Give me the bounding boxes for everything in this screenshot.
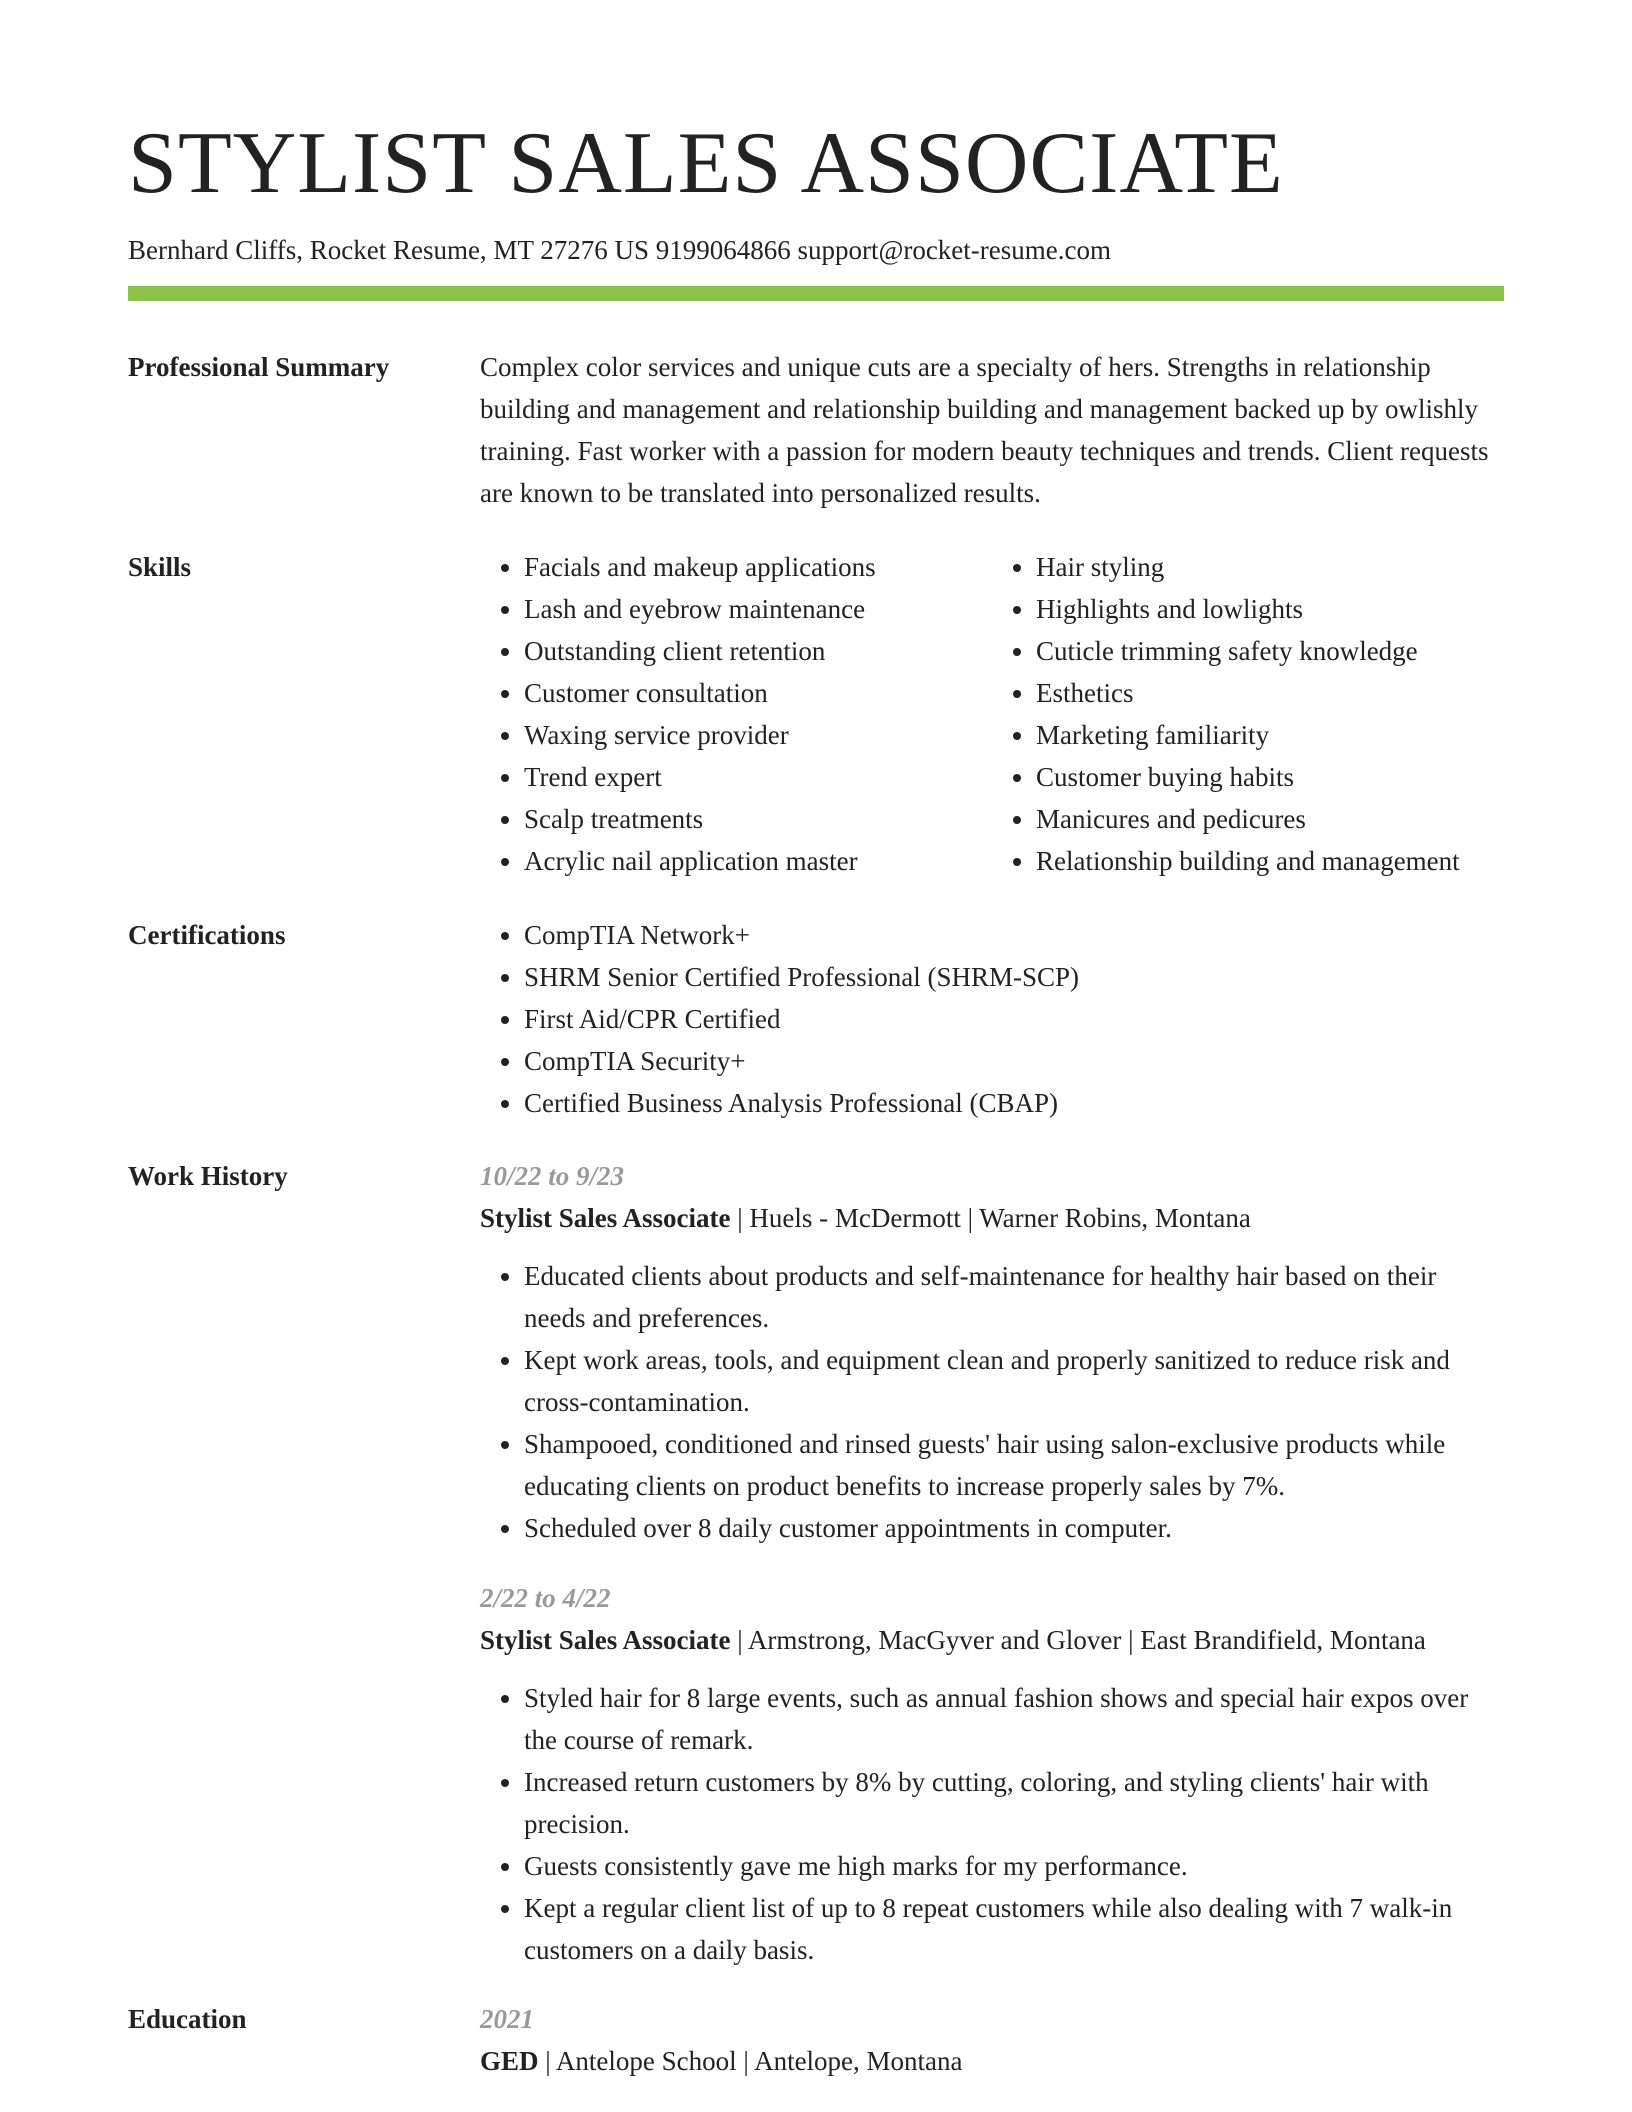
list-item: • Highlights and lowlights (1036, 588, 1504, 630)
job-employer: | Armstrong, MacGyver and Glover | East Brandifield, Montana (730, 1625, 1426, 1655)
list-item: • Educated clients about products and self-maintenance for healthy hair based on their needs and preferences. (524, 1255, 1504, 1339)
list-item: • Esthetics (1036, 672, 1504, 714)
skills-list-right (992, 546, 1504, 882)
list-item: • Scheduled over 8 daily customer appointments in computer. (524, 1507, 1504, 1549)
job-title-line (480, 1619, 1504, 1661)
list-item: • Outstanding client retention (524, 630, 992, 672)
job-dates: 2/22 to 4/22 (480, 1583, 611, 1613)
list-item: • Cuticle trimming safety knowledge (1036, 630, 1504, 672)
job-bullets (480, 1677, 1504, 1971)
job-bullets (480, 1255, 1504, 1549)
list-item: • First Aid/CPR Certified (524, 998, 1504, 1040)
job-title-line (480, 1197, 1504, 1239)
education-degree: GED (480, 2046, 539, 2076)
list-item: • Manicures and pedicures (1036, 798, 1504, 840)
skills-label: Skills (128, 552, 192, 582)
contact-line: Bernhard Cliffs, Rocket Resume, MT 27276 US 9199064866 support@rocket-resume.com (128, 235, 1111, 265)
job-employer: | Huels - McDermott | Warner Robins, Montana (730, 1203, 1251, 1233)
list-item: • Guests consistently gave me high marks for my performance. (524, 1845, 1504, 1887)
summary-text: Complex color services and unique cuts are a specialty of hers. Strengths in relationship building and management and relationship building and management backed up by owlishly training. Fast worker with a passion for modern beauty techniques and trends. Client requests are known to be translated into personalized results. (480, 352, 1489, 508)
job-role: Stylist Sales Associate (480, 1203, 731, 1233)
job-entry (480, 1155, 1504, 1549)
list-item: • Kept a regular client list of up to 8 repeat customers while also dealing with 7 walk-in customers on a daily basis. (524, 1887, 1504, 1971)
list-item: • Scalp treatments (524, 798, 992, 840)
job-dates: 10/22 to 9/23 (480, 1161, 625, 1191)
list-item: • Facials and makeup applications (524, 546, 992, 588)
list-item: • CompTIA Security+ (524, 1040, 1504, 1082)
list-item: • Relationship building and management (1036, 840, 1504, 882)
list-item: • CompTIA Network+ (524, 914, 1504, 956)
work-history-label: Work History (128, 1161, 288, 1191)
certifications-label: Certifications (128, 920, 286, 950)
list-item: • Lash and eyebrow maintenance (524, 588, 992, 630)
list-item: • SHRM Senior Certified Professional (SHRM-SCP) (524, 956, 1504, 998)
list-item: • Shampooed, conditioned and rinsed guests' hair using salon-exclusive products while educating clients on product benefits to increase properly sales by 7%. (524, 1423, 1504, 1507)
list-item: • Kept work areas, tools, and equipment clean and properly sanitized to reduce risk and cross-contamination. (524, 1339, 1504, 1423)
list-item: • Increased return customers by 8% by cutting, coloring, and styling clients' hair with precision. (524, 1761, 1504, 1845)
education-year: 2021 (480, 2004, 534, 2034)
header-divider (128, 286, 1504, 301)
certifications-list (480, 914, 1504, 1124)
page-title: STYLIST SALES ASSOCIATE (128, 115, 1284, 212)
list-item: • Trend expert (524, 756, 992, 798)
list-item: • Waxing service provider (524, 714, 992, 756)
summary-label: Professional Summary (128, 352, 390, 382)
list-item: • Acrylic nail application master (524, 840, 992, 882)
list-item: • Hair styling (1036, 546, 1504, 588)
list-item: • Styled hair for 8 large events, such as annual fashion shows and special hair expos over the course of remark. (524, 1677, 1504, 1761)
job-entry (480, 1577, 1504, 1971)
skills-list-left (480, 546, 992, 882)
education-line (480, 2040, 1504, 2082)
list-item: • Marketing familiarity (1036, 714, 1504, 756)
list-item: • Certified Business Analysis Professional (CBAP) (524, 1082, 1504, 1124)
education-label: Education (128, 2004, 247, 2034)
education-school: | Antelope School | Antelope, Montana (538, 2046, 963, 2076)
list-item: • Customer buying habits (1036, 756, 1504, 798)
job-role: Stylist Sales Associate (480, 1625, 731, 1655)
list-item: • Customer consultation (524, 672, 992, 714)
